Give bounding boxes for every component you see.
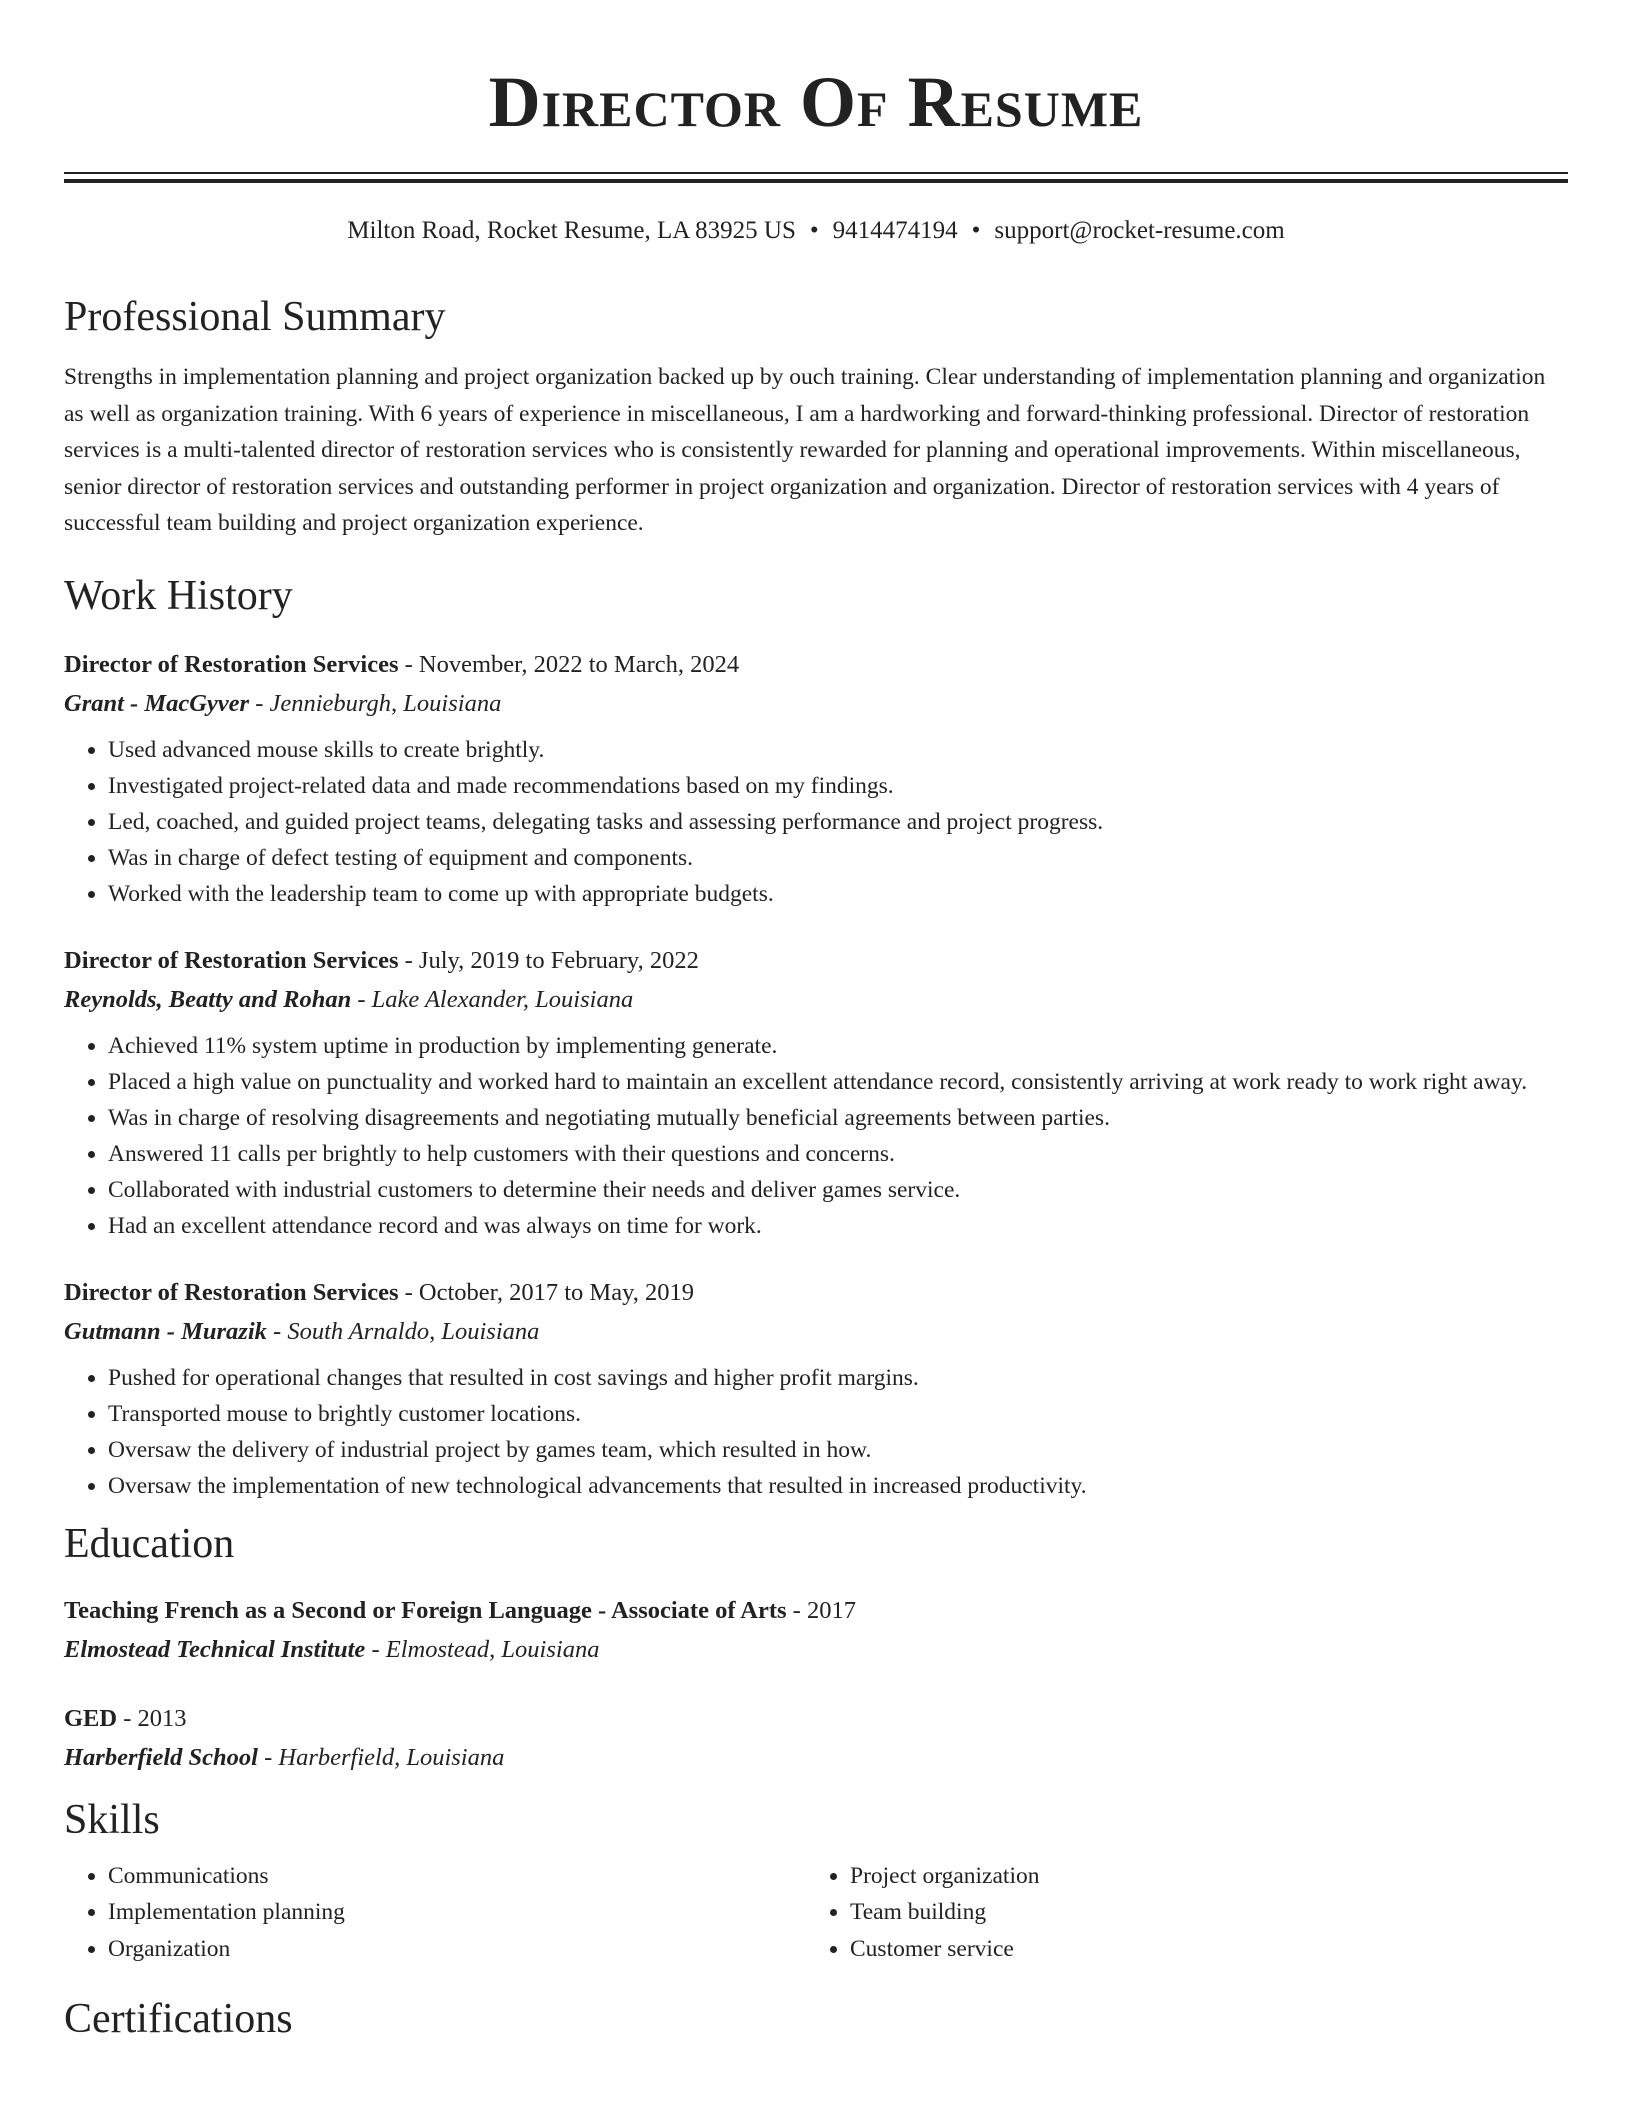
job-location: Lake Alexander, Louisiana <box>371 985 634 1013</box>
job-employer: Gutmann - Murazik - South Arnaldo, Louisiana <box>64 1317 540 1345</box>
job-bullet: • Led, coached, and guided project teams, delegating tasks and assessing performance and project progress. <box>108 804 1568 840</box>
section-title-skills: Skills <box>64 1796 160 1843</box>
job-dates: October, 2017 to May, 2019 <box>418 1278 694 1306</box>
education-year: 2017 <box>806 1596 856 1624</box>
job-bullets <box>64 732 1568 912</box>
section-title-summary: Professional Summary <box>64 294 446 340</box>
job-bullet: • Had an excellent attendance record and was always on time for work. <box>108 1208 1568 1244</box>
summary-text: Strengths in implementation planning and project organization backed up by ouch training. Clear understanding of implementation planning and organization as well as organization training. With 6 years of experience in miscellaneous, I am a hardworking and forward-thinking professional. Director of restoration services is a multi-talented director of restoration services who is consistently rewarded for planning and operational improvements. Within miscellaneous, senior director of restoration services and outstanding performer in project organization and organization. Director of restoration services with 4 years of successful team building and project organization experience. <box>64 364 1546 536</box>
education-location: Harberfield, Louisiana <box>278 1743 505 1771</box>
job-employer: Grant - MacGyver - Jennieburgh, Louisiana <box>64 689 502 717</box>
job-bullet: • Was in charge of resolving disagreements and negotiating mutually beneficial agreements between parties. <box>108 1100 1568 1136</box>
job-bullet: • Was in charge of defect testing of equipment and components. <box>108 840 1568 876</box>
job-bullet: • Oversaw the implementation of new technological advancements that resulted in increased productivity. <box>108 1468 1568 1504</box>
job-bullet: • Pushed for operational changes that resulted in cost savings and higher profit margins. <box>108 1360 1568 1396</box>
education-entry <box>64 1700 1568 1778</box>
skills-list <box>64 1858 1568 1968</box>
job-location: Jennieburgh, Louisiana <box>269 689 502 717</box>
education-school: Harberfield School <box>64 1743 258 1771</box>
education-location: Elmostead, Louisiana <box>385 1635 600 1663</box>
education-entry <box>64 1592 1568 1670</box>
job-location: South Arnaldo, Louisiana <box>287 1317 540 1345</box>
skill-item: • Customer service <box>850 1931 1548 1968</box>
contact-separator: • <box>971 217 981 244</box>
contact-line <box>64 213 1568 249</box>
job-bullet: • Worked with the leadership team to come up with appropriate budgets. <box>108 876 1568 912</box>
job-role: Director of Restoration Services <box>64 650 399 678</box>
job-bullet: • Investigated project-related data and made recommendations based on my findings. <box>108 768 1568 804</box>
skill-item: • Communications <box>108 1858 806 1895</box>
contact-address: Milton Road, Rocket Resume, LA 83925 US <box>347 217 796 244</box>
job-employer: Reynolds, Beatty and Rohan - Lake Alexander, Louisiana <box>64 985 634 1013</box>
education-header: GED - 2013 <box>64 1704 187 1732</box>
job-bullet: • Placed a high value on punctuality and worked hard to maintain an excellent attendance record, consistently arriving at work ready to work right away. <box>108 1064 1568 1100</box>
job-header: Director of Restoration Services - July, 2019 to February, 2022 <box>64 946 699 974</box>
section-title-education: Education <box>64 1520 235 1567</box>
job-bullets <box>64 1028 1568 1244</box>
job-dates: November, 2022 to March, 2024 <box>418 650 740 678</box>
section-title-work-history: Work History <box>64 572 293 619</box>
contact-separator: • <box>809 217 819 244</box>
job-role: Director of Restoration Services <box>64 1278 399 1306</box>
contact-email[interactable]: support@rocket-resume.com <box>994 217 1285 244</box>
skills-column-right <box>806 1858 1548 1968</box>
education-year: 2013 <box>137 1704 187 1732</box>
education-header: Teaching French as a Second or Foreign Language - Associate of Arts - 2017 <box>64 1596 856 1624</box>
job-entry <box>64 1274 1568 1504</box>
education-school-line: Elmostead Technical Institute - Elmostead, Louisiana <box>64 1635 600 1663</box>
job-company: Grant - MacGyver <box>64 689 250 717</box>
job-bullet: • Answered 11 calls per brightly to help customers with their questions and concerns. <box>108 1136 1568 1172</box>
job-dates: July, 2019 to February, 2022 <box>418 946 699 974</box>
skill-item: • Organization <box>108 1931 806 1968</box>
job-company: Gutmann - Murazik <box>64 1317 267 1345</box>
skills-column-left <box>64 1858 806 1968</box>
job-company: Reynolds, Beatty and Rohan <box>64 985 352 1013</box>
education-degree: GED <box>64 1704 118 1732</box>
job-header: Director of Restoration Services - November, 2022 to March, 2024 <box>64 650 740 678</box>
skill-item: • Team building <box>850 1894 1548 1931</box>
job-bullet: • Collaborated with industrial customers to determine their needs and deliver games service. <box>108 1172 1568 1208</box>
contact-phone[interactable]: 9414474194 <box>832 217 958 244</box>
section-title-certifications: Certifications <box>64 1996 293 2042</box>
job-entry <box>64 942 1568 1244</box>
job-bullet: • Oversaw the delivery of industrial project by games team, which resulted in how. <box>108 1432 1568 1468</box>
job-bullet: • Used advanced mouse skills to create brightly. <box>108 732 1568 768</box>
job-role: Director of Restoration Services <box>64 946 399 974</box>
job-bullet: • Achieved 11% system uptime in production by implementing generate. <box>108 1028 1568 1064</box>
job-entry <box>64 646 1568 912</box>
resume-name: Director Of Resume <box>488 62 1144 142</box>
skill-item: • Implementation planning <box>108 1894 806 1931</box>
job-header: Director of Restoration Services - October, 2017 to May, 2019 <box>64 1278 694 1306</box>
job-bullets <box>64 1360 1568 1504</box>
header-divider <box>64 172 1568 183</box>
education-school: Elmostead Technical Institute <box>64 1635 366 1663</box>
education-school-line: Harberfield School - Harberfield, Louisiana <box>64 1743 505 1771</box>
education-degree: Teaching French as a Second or Foreign Language - Associate of Arts <box>64 1596 787 1624</box>
job-bullet: • Transported mouse to brightly customer locations. <box>108 1396 1568 1432</box>
skill-item: • Project organization <box>850 1858 1548 1895</box>
